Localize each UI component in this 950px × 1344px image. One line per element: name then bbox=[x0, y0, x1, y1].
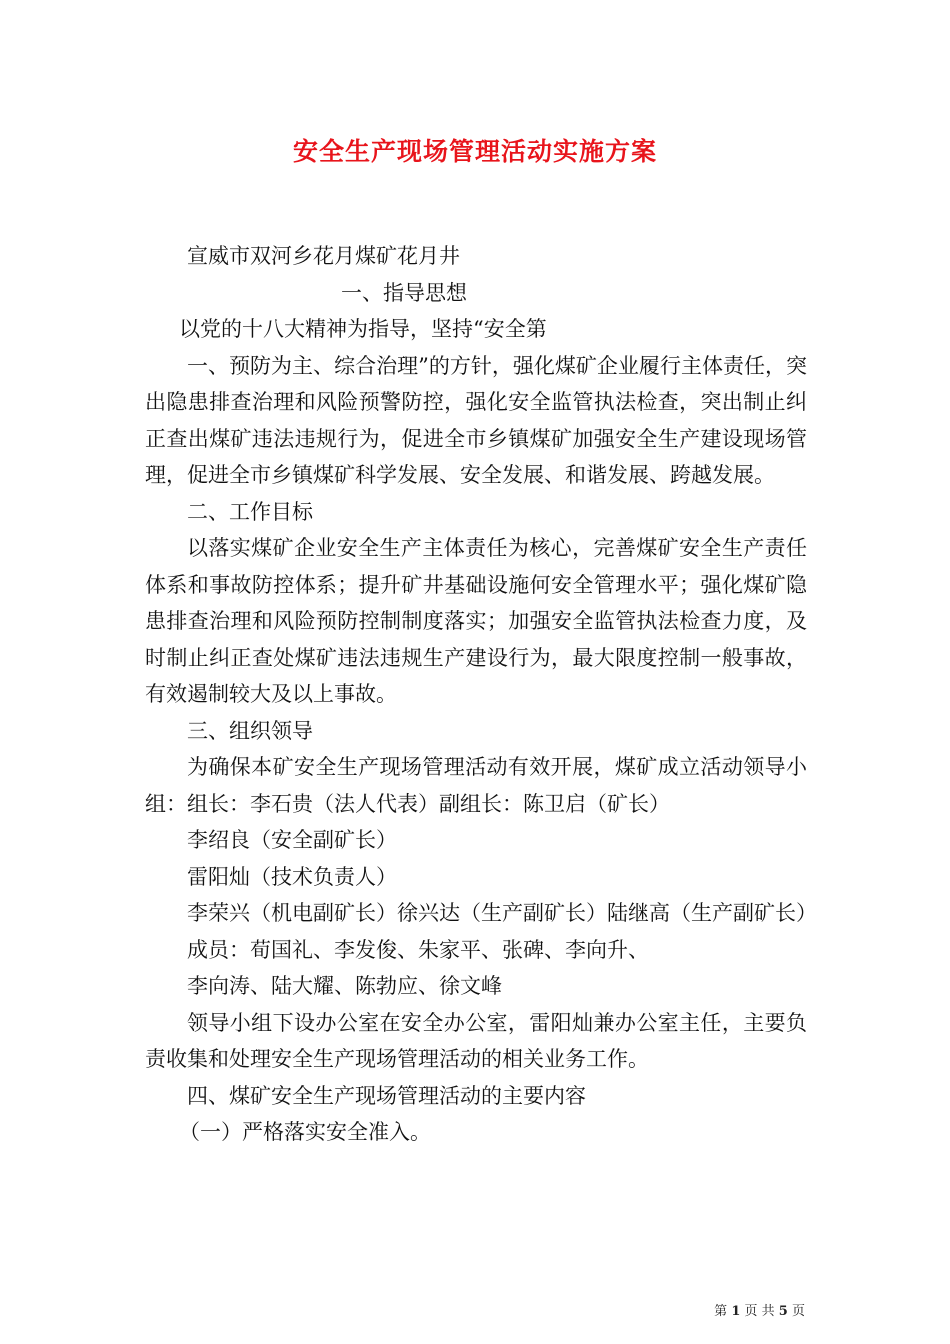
paragraph: 以落实煤矿企业安全生产主体责任为核心，完善煤矿安全生产责任体系和事故防控体系；提升矿井基础设施何安全管理水平；强化煤矿隐患排查治理和风险预防控制制度落实；加强安全监管执法检查力度，及时制止纠正查处煤矿违法违规生产建设行为，最大限度控制一般事故，有效遏制较大及以上事故。 bbox=[145, 536, 807, 706]
paragraph: 李绍良（安全副矿长） bbox=[187, 828, 397, 852]
paragraph: 李向涛、陆大耀、陈勃应、徐文峰 bbox=[187, 974, 502, 998]
footer-current-page: 1 bbox=[731, 1304, 741, 1319]
heading-guiding-ideology: 一、指导思想 bbox=[341, 280, 467, 305]
heading-work-goals: 二、工作目标 bbox=[187, 499, 313, 524]
paragraph: （一）严格落实安全准入。 bbox=[179, 1120, 431, 1144]
footer-total-pages: 5 bbox=[778, 1304, 788, 1319]
paragraph: 李荣兴（机电副矿长）徐兴达（生产副矿长）陆继高（生产副矿长） bbox=[187, 901, 817, 925]
footer-suffix: 页 bbox=[791, 1304, 805, 1319]
heading-organization: 三、组织领导 bbox=[187, 718, 313, 743]
footer-middle: 页 共 bbox=[744, 1304, 775, 1319]
paragraph: 领导小组下设办公室在安全办公室，雷阳灿兼办公室主任，主要负责收集和处理安全生产现场管理活动的相关业务工作。 bbox=[145, 1010, 807, 1071]
paragraph-location: 宣威市双河乡花月煤矿花月井 bbox=[187, 244, 460, 268]
document-body bbox=[145, 238, 817, 1151]
paragraph: 以党的十八大精神为指导，坚持“安全第 bbox=[179, 317, 547, 341]
paragraph: 雷阳灿（技术负责人） bbox=[187, 864, 397, 889]
footer-prefix: 第 bbox=[714, 1304, 728, 1319]
paragraph: 为确保本矿安全生产现场管理活动有效开展，煤矿成立活动领导小组：组长：李石贵（法人代表）副组长：陈卫启（矿长） bbox=[145, 755, 807, 816]
paragraph: 成员：荀国礼、李发俊、朱家平、张碑、李向升、 bbox=[187, 937, 649, 962]
document-title: 安全生产现场管理活动实施方案 bbox=[292, 137, 657, 166]
paragraph: 一、预防为主、综合治理”的方针，强化煤矿企业履行主体责任，突出隐患排查治理和风险预警防控，强化安全监管执法检查，突出制止纠正查出煤矿违法违规行为，促进全市乡镇煤矿加强安全生产建设现场管理，促进全市乡镇煤矿科学发展、安全发展、和谐发展、跨越发展。 bbox=[145, 353, 807, 487]
heading-main-content: 四、煤矿安全生产现场管理活动的主要内容 bbox=[187, 1083, 586, 1108]
page-number-footer bbox=[714, 1300, 805, 1319]
